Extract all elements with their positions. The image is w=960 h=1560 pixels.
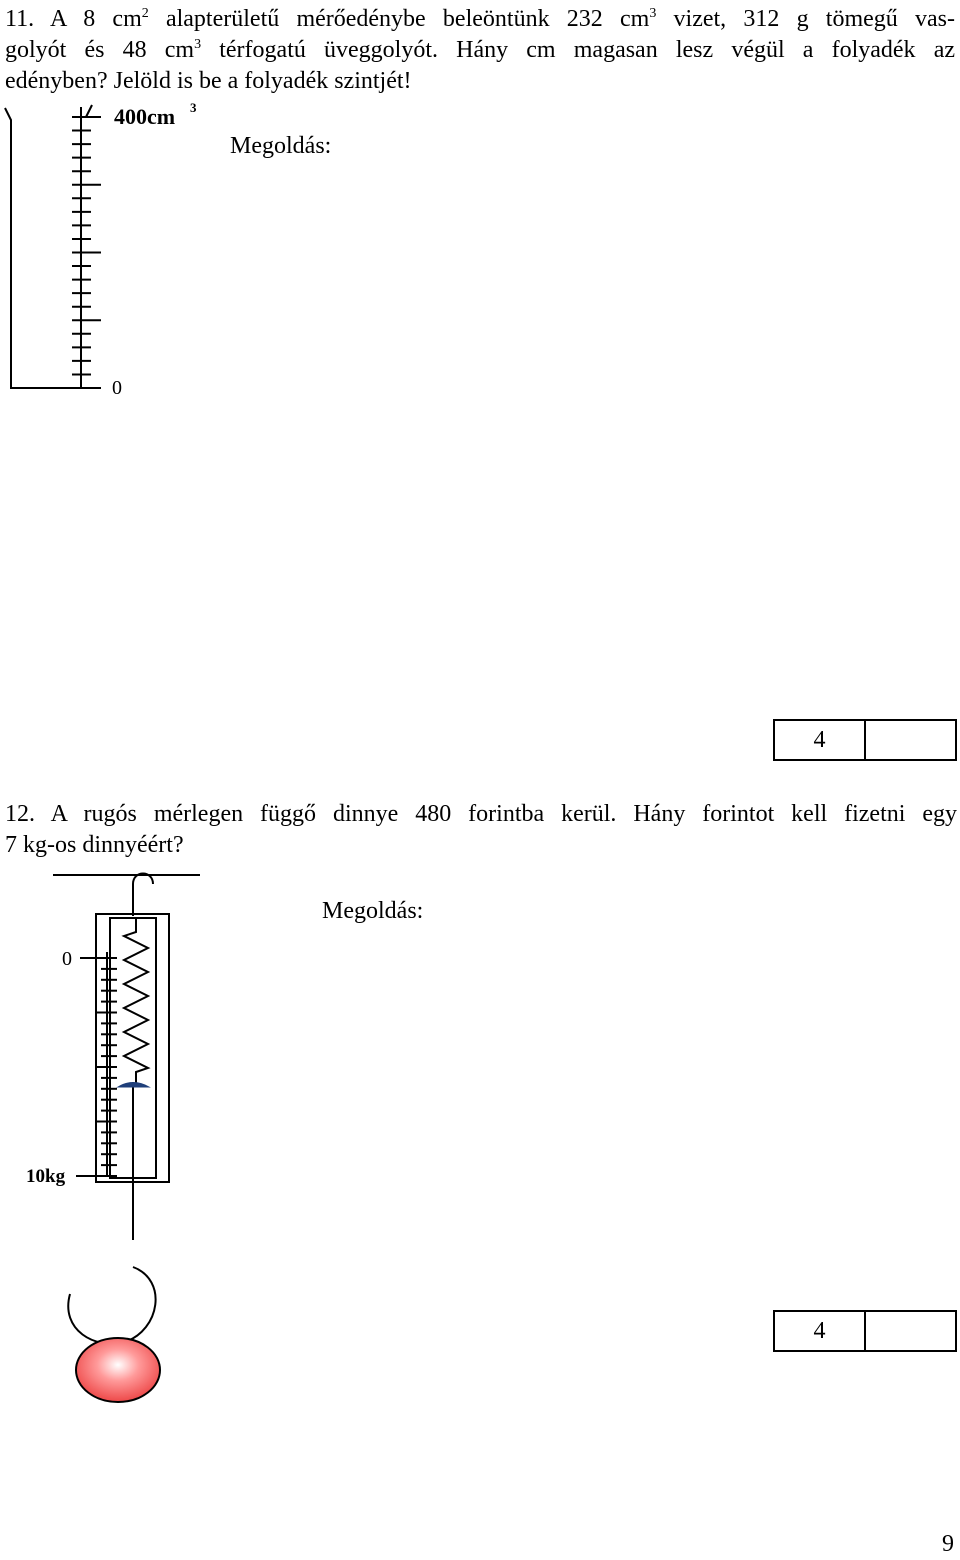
problem11-score-box xyxy=(773,719,957,761)
melon xyxy=(76,1338,160,1402)
problem11-line3: edényben? Jelöld is be a folyadék szintjét! xyxy=(5,68,412,94)
spring-coil xyxy=(124,918,148,1084)
scale-zero-label: 0 xyxy=(62,948,72,970)
score-earned[interactable] xyxy=(864,1312,955,1350)
problem12-line1: 12. A rugós mérlegen függő dinnye 480 forintba kerül. Hány forintot kell fizetni egy xyxy=(5,801,957,827)
cylinder-wall xyxy=(5,108,101,388)
measuring-cylinder xyxy=(0,100,220,400)
page-number: 9 xyxy=(942,1531,954,1557)
top-hook-icon xyxy=(133,874,153,917)
problem11-line1: 11. A 8 $cm^2$ alapterületű mérőedénybe beleöntünk 232 $cm^3$ vizet, 312 g tömegű vas- xyxy=(5,6,955,32)
problem11-solution-label: Megoldás: xyxy=(230,133,332,159)
scale-max-label: 10kg xyxy=(26,1166,66,1187)
problem12-score-box xyxy=(773,1310,957,1352)
cylinder-scale-ticks xyxy=(72,107,101,388)
problem12-solution-label: Megoldás: xyxy=(322,898,424,924)
problem12-line2: 7 kg-os dinnyéért? xyxy=(5,832,184,858)
problem11-line2: golyót és 48 $cm^3$ térfogatú üveggolyót. Hány cm magasan lesz végül a folyadék az xyxy=(5,37,955,63)
score-earned[interactable] xyxy=(864,721,955,759)
cylinder-right-rim xyxy=(86,105,92,117)
spring-scale xyxy=(0,860,240,1410)
bottom-hook-icon xyxy=(68,1267,155,1344)
cylinder-max-label-unit-sup: 3 xyxy=(190,100,197,115)
cylinder-max-label: 400cm xyxy=(114,104,176,129)
score-points: 4 xyxy=(813,726,826,753)
cylinder-zero-label: 0 xyxy=(112,377,122,399)
score-points: 4 xyxy=(813,1317,826,1344)
scale-indicator-plate xyxy=(118,1083,149,1088)
